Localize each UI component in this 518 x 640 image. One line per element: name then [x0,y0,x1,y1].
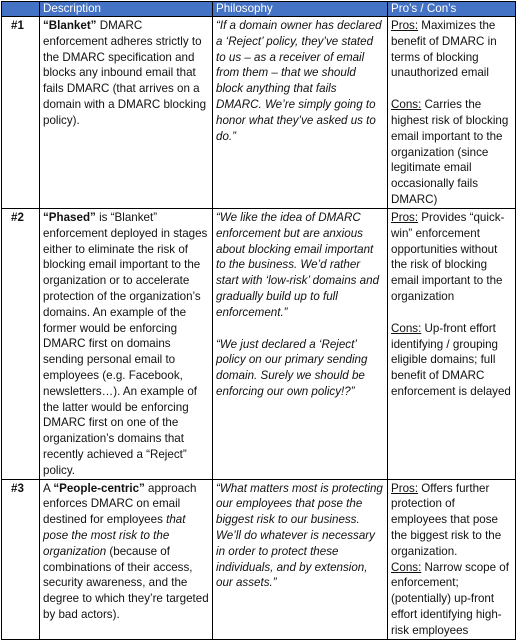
cons-text: Carries the highest risk of blocking email important to the organization (since legitimate email occasionally fails DMARC) [391,98,509,206]
cons-block [391,321,512,400]
description-cell [40,17,213,209]
pros-text: Provides “quick-win” enforcement opportunities without the risk of blocking email important to the organization [391,211,505,303]
description-text: DMARC enforcement adheres strictly to the DMARC specification and blocks any inbound email that fails DMARC (that arrives on a domain with a DMARC blocking policy). [43,19,207,127]
cons-text: Up-front effort identifying / grouping eligible domains; full benefit of DMARC enforcement is delayed [391,321,511,398]
description-prefix: A [43,481,54,495]
philosophy-quote: “We like the idea of DMARC enforcement but are anxious about blocking email important to the business. We’d rather start with ‘low-risk’ domains and gradually build up to full enforcement.” [216,211,380,319]
philosophy-cell [213,209,388,480]
cons-block [391,97,512,208]
cons-label: Cons: [391,321,422,335]
cons-label: Cons: [391,98,422,112]
pros-text: Maximizes the benefit of DMARC in terms of blocking unauthorized email [391,19,497,80]
pros-label: Pros: [391,481,419,495]
pros-block [391,481,512,560]
philosophy-cell [213,479,388,639]
pros-cons-cell [388,209,516,480]
description-cell [40,479,213,639]
approach-name: “Phased” [43,211,96,224]
description-text: approach enforces DMARC on email destined for employees [43,481,197,527]
cons-text: Narrow scope of enforcement; (potentially) up-front effort identifying high-risk employees [391,560,509,637]
cons-label: Cons: [391,560,422,574]
table-row [2,479,516,639]
table-row [2,209,516,480]
description-emphasis: that pose the most risk to the organization [43,513,186,558]
header-pros-cons: Pro’s / Con’s [388,2,516,17]
row-number: #2 [2,209,40,480]
table-row [2,17,516,209]
pros-block [391,18,512,81]
philosophy-quote: “What matters most is protecting our employees that pose the biggest risk to our business. We’ll do whatever is necessary in order to protect these individuals, and by extension, our assets.” [216,481,383,590]
pros-label: Pros: [391,211,419,224]
philosophy-quote: “We just declared a ‘Reject’ policy on our primary sending domain. Surely we should be enforcing our own policy!?” [216,337,368,398]
description-text: (because of combinations of their access, security awareness, and the degree to which they’re targeted by bad actors). [43,544,209,621]
pros-text: Offers further protection of employees that pose the biggest risk to the organization. [391,481,502,558]
row-number: #1 [2,17,40,209]
row-number: #3 [2,479,40,639]
approach-name: “Blanket” [43,19,97,32]
pros-cons-cell [388,479,516,639]
header-description: Description [40,2,213,17]
description-text: is “Blanket” enforcement deployed in stages either to eliminate the risk of blocking email important to the organization or to accelerate protection of the organization’s domains. An example of the former would be enforcing DMARC first on domains sending personal email to employees (e.g. Facebook, newsletters…). An example of the latter would be enforcing DMARC first on one of the organization’s domains that recently achieved a “Reject” policy. [43,211,208,477]
philosophy-quote: “If a domain owner has declared a ‘Reject’ policy, they’ve stated to us – as a receiver of email from them – that we should block anything that fails DMARC. We’re simply going to honor what they’ve asked us to do.” [216,19,382,143]
header-philosophy: Philosophy [213,2,388,17]
pros-cons-cell [388,17,516,209]
approach-name: “People-centric” [53,481,145,495]
pros-block [391,210,512,305]
enforcement-approaches-table [1,1,516,640]
header-number [2,2,40,17]
philosophy-cell [213,17,388,209]
header-row [2,2,516,17]
description-cell [40,209,213,480]
pros-label: Pros: [391,19,419,32]
